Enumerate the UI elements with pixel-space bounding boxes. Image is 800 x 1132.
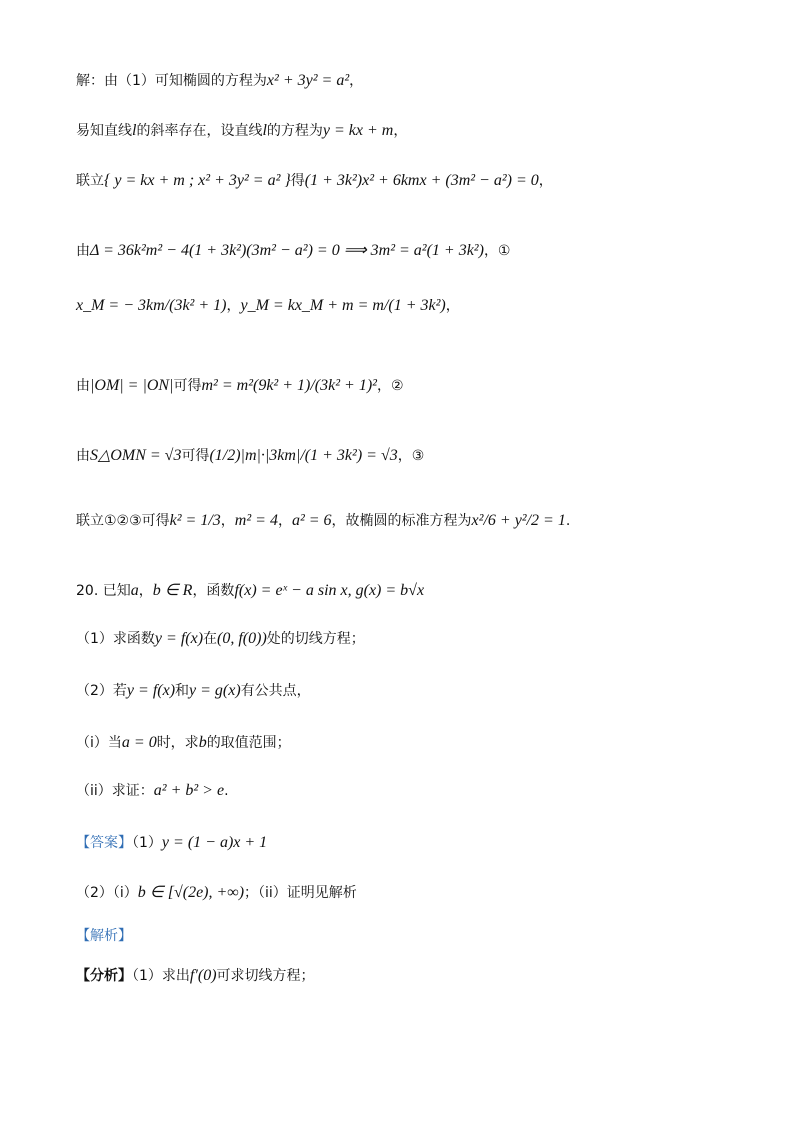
text-fragment: ， (538, 173, 553, 189)
text-fragment: 【解析】 (76, 928, 132, 944)
text-fragment: （1） (132, 835, 162, 851)
math-expression: f(x) = eˣ − a sin x, g(x) = b√x (234, 582, 425, 599)
text-fragment: （ii）求证： (76, 783, 154, 799)
math-expression: y = f(x) (126, 682, 176, 699)
text-fragment: 可得 (181, 448, 210, 464)
math-expression: { y = kx + m ; x² + 3y² = a² } (104, 172, 291, 189)
text-fragment: ， (349, 73, 364, 89)
text-line (76, 580, 424, 600)
text-line (76, 70, 363, 90)
text-fragment: 处的切线方程； (266, 631, 365, 647)
text-fragment: 联立①②③可得 (76, 513, 170, 529)
text-fragment: 易知直线 (76, 123, 132, 139)
text-line (76, 832, 267, 852)
text-fragment: . (224, 783, 229, 799)
text-fragment: ，③ (397, 448, 425, 464)
text-fragment: 【分析】 (76, 968, 132, 984)
text-fragment: 时，求 (156, 735, 199, 751)
text-fragment: （i）当 (76, 735, 122, 751)
math-expression: (1/2)|m|·|3km|/(1 + 3k²) = √3 (209, 447, 398, 464)
math-expression: (0, f(0)) (217, 630, 267, 647)
math-expression: b ∈ [√(2e), +∞) (137, 884, 245, 901)
math-expression: a = 0 (121, 734, 157, 751)
text-fragment: （2）若 (76, 683, 127, 699)
text-fragment: 可求切线方程； (216, 968, 315, 984)
text-fragment: 可得 (173, 378, 202, 394)
text-fragment: 由 (76, 243, 90, 259)
text-line (76, 882, 357, 902)
text-fragment: 解：由（1）可知椭圆的方程为 (76, 73, 267, 89)
text-fragment: ，函数 (192, 583, 235, 599)
text-fragment: ，② (376, 378, 404, 394)
text-line (76, 680, 311, 700)
math-expression: y_M = kx_M + m = m/(1 + 3k²) (240, 297, 446, 314)
text-line (76, 732, 291, 752)
text-fragment: ， (445, 298, 460, 314)
math-expression: x_M = − 3km/(3k² + 1) (76, 297, 227, 314)
math-expression: l (132, 122, 137, 139)
math-expression: y = (1 − a)x + 1 (161, 834, 268, 851)
text-fragment: 的斜率存在，设直线 (136, 123, 263, 139)
text-fragment: . (565, 513, 571, 529)
text-fragment: ， (226, 298, 241, 314)
text-fragment: 有公共点， (240, 683, 311, 699)
text-fragment: ，① (483, 243, 511, 259)
math-expression: S△OMN = √3 (90, 447, 182, 464)
math-expression: m² = m²(9k² + 1)/(3k² + 1)² (201, 377, 377, 394)
math-expression: (1 + 3k²)x² + 6kmx + (3m² − a²) = 0 (304, 172, 539, 189)
text-line (76, 120, 407, 140)
math-expression: y = f(x) (154, 630, 204, 647)
text-fragment: ；（ii）证明见解析 (244, 885, 357, 901)
text-fragment: 得 (290, 173, 305, 189)
text-fragment: 的取值范围； (206, 735, 291, 751)
text-line (76, 375, 404, 395)
math-expression: x² + 3y² = a² (266, 72, 350, 89)
math-expression: y = g(x) (189, 682, 241, 699)
text-line (76, 965, 315, 985)
math-expression: b ∈ R (152, 582, 193, 599)
text-line (76, 445, 424, 465)
text-fragment: 由 (76, 378, 90, 394)
text-fragment: 由 (76, 448, 90, 464)
text-fragment: 20. 已知 (76, 583, 131, 599)
text-line (76, 510, 570, 530)
text-fragment: （2）（i） (76, 885, 138, 901)
text-line (76, 780, 229, 800)
math-expression: a² = 6 (291, 512, 332, 529)
math-expression: |OM| = |ON| (90, 377, 174, 394)
text-line (76, 170, 553, 190)
text-fragment: ， (138, 583, 153, 599)
math-expression: a² + b² > e (153, 782, 225, 799)
text-fragment: ， (220, 513, 235, 529)
text-fragment: 在 (203, 631, 218, 647)
text-fragment: ，故椭圆的标准方程为 (331, 513, 472, 529)
text-fragment: 联立 (76, 173, 104, 189)
text-line (76, 240, 511, 260)
text-line (76, 295, 460, 315)
math-expression: f′(0) (189, 967, 217, 984)
text-fragment: 【答案】 (76, 835, 132, 851)
math-expression: k² = 1/3 (169, 512, 221, 529)
text-fragment: （1）求出 (132, 968, 190, 984)
math-expression: l (262, 122, 267, 139)
text-fragment: 和 (175, 683, 190, 699)
math-expression: m² = 4 (234, 512, 278, 529)
text-line (76, 925, 132, 945)
text-line (76, 628, 365, 648)
text-fragment: （1）求函数 (76, 631, 155, 647)
math-expression: b (198, 734, 207, 751)
math-expression: a (130, 582, 139, 599)
text-fragment: ， (393, 123, 408, 139)
text-fragment: ， (277, 513, 292, 529)
text-fragment: 的方程为 (266, 123, 323, 139)
math-expression: x²/6 + y²/2 = 1 (471, 512, 566, 529)
math-expression: y = kx + m (322, 122, 394, 139)
math-expression: Δ = 36k²m² − 4(1 + 3k²)(3m² − a²) = 0 ⟹ 3m² = a²(1 + 3k²) (90, 242, 484, 259)
